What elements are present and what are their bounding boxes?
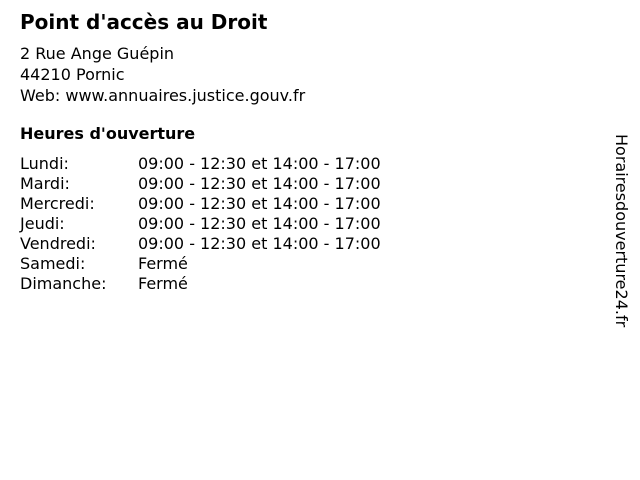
site-watermark: Horairesdouverture24.fr: [612, 134, 631, 328]
hours-row-sunday: [20, 274, 381, 294]
day-hours: Fermé: [138, 274, 188, 293]
day-hours: 09:00 - 12:30 et 14:00 - 17:00: [138, 194, 381, 213]
day-hours: 09:00 - 12:30 et 14:00 - 17:00: [138, 214, 381, 233]
hours-row-saturday: [20, 254, 381, 274]
hours-row-tuesday: [20, 174, 381, 194]
address-block: [20, 43, 305, 106]
day-label: Mardi:: [20, 174, 70, 193]
hours-row-monday: [20, 154, 381, 174]
day-label: Jeudi:: [20, 214, 65, 233]
day-hours: 09:00 - 12:30 et 14:00 - 17:00: [138, 174, 381, 193]
hours-row-friday: [20, 234, 381, 254]
day-label: Mercredi:: [20, 194, 95, 213]
hours-heading: Heures d'ouverture: [20, 124, 196, 143]
website-line: Web: www.annuaires.justice.gouv.fr: [20, 86, 306, 105]
day-label: Samedi:: [20, 254, 86, 273]
hours-row-thursday: [20, 214, 381, 234]
hours-row-wednesday: [20, 194, 381, 214]
postal-city: 44210 Pornic: [20, 65, 125, 84]
day-label: Dimanche:: [20, 274, 107, 293]
hours-table: [20, 154, 381, 294]
day-hours: 09:00 - 12:30 et 14:00 - 17:00: [138, 234, 381, 253]
place-title: Point d'accès au Droit: [20, 10, 268, 34]
day-label: Vendredi:: [20, 234, 96, 253]
day-hours: 09:00 - 12:30 et 14:00 - 17:00: [138, 154, 381, 173]
street-address: 2 Rue Ange Guépin: [20, 44, 175, 63]
day-label: Lundi:: [20, 154, 69, 173]
day-hours: Fermé: [138, 254, 188, 273]
